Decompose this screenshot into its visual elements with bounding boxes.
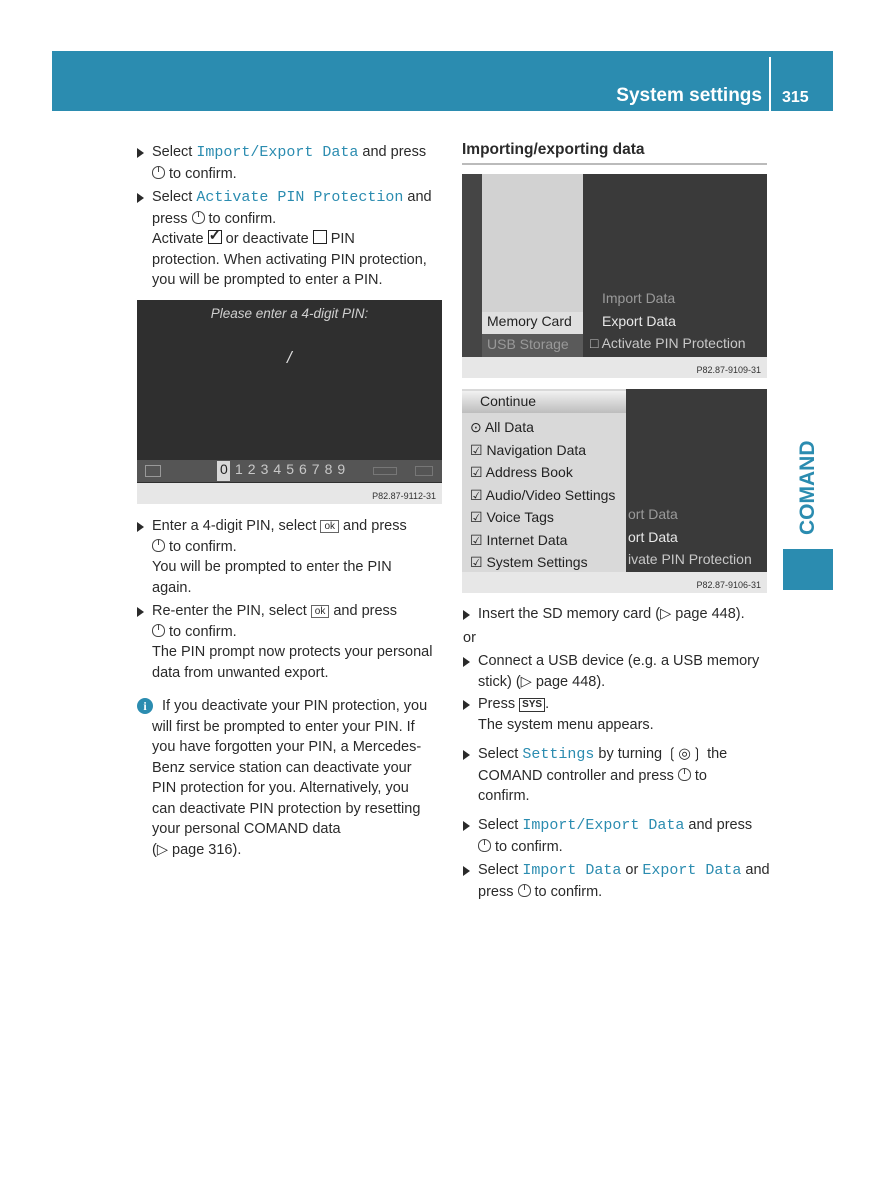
subsection-heading: Importing/exporting data <box>462 141 767 165</box>
right-step-6: Select Import Data or Export Data and press to confirm. <box>463 860 773 902</box>
checkbox-checked-icon <box>208 230 222 244</box>
option-export-data: Export Data <box>602 313 676 329</box>
pin-prompt: Please enter a 4-digit PIN: <box>210 306 369 321</box>
digit-bar <box>137 460 442 482</box>
left-step-4: Re-enter the PIN, select ok and press to confirm. The PIN prompt now protects your personal data from unwanted export. <box>137 601 447 683</box>
bullet-arrow-icon <box>463 866 470 876</box>
controller-press-icon <box>518 884 531 897</box>
bullet-arrow-icon <box>463 610 470 620</box>
digit-list: 123456789 <box>235 461 351 477</box>
controller-press-icon <box>152 166 165 179</box>
left-step-3: Enter a 4-digit PIN, select ok and press to confirm. You will be prompted to enter the PIN again. <box>137 516 447 598</box>
screenshot-data-selection <box>462 389 767 593</box>
bullet-arrow-icon <box>463 657 470 667</box>
bullet-arrow-icon <box>137 193 144 203</box>
controller-press-icon <box>192 211 205 224</box>
data-item-system-settings: ☑ System Settings <box>470 554 588 570</box>
info-icon: i <box>137 698 153 714</box>
menu-icon <box>145 465 161 477</box>
right-step-1: Insert the SD memory card (▷ page 448). <box>463 604 773 625</box>
right-step-3: Press SYS . The system menu appears. <box>463 694 773 735</box>
left-step-1: Select Import/Export Data and press to confirm. <box>137 142 442 184</box>
right-step-2: Connect a USB device (e.g. a USB memory stick) (▷ page 448). <box>463 651 773 692</box>
left-step-2: Select Activate PIN Protection and press to confirm. Activate ✓ or deactivate PIN protection. When activating PIN protection, you will be prompted to enter a PIN. <box>137 187 447 291</box>
controller-press-icon <box>152 539 165 552</box>
screenshot-pin-entry <box>137 300 442 504</box>
or-separator: or <box>463 630 476 646</box>
bullet-arrow-icon <box>463 700 470 710</box>
bullet-arrow-icon <box>463 821 470 831</box>
section-title: System settings <box>616 85 762 106</box>
storage-item-usb: USB Storage <box>487 336 569 352</box>
chapter-tab-label: COMAND <box>796 440 819 535</box>
menu-item-import-export: Import/Export Data <box>522 817 685 834</box>
image-code: P82.87-9106-31 <box>696 580 761 590</box>
image-code: P82.87-9112-31 <box>372 491 436 501</box>
delete-icon <box>415 466 433 476</box>
partial-import-data: ort Data <box>628 506 678 522</box>
page-number: 315 <box>782 89 809 106</box>
controller-press-icon <box>678 768 691 781</box>
data-category-list <box>470 416 615 574</box>
chapter-tab-marker <box>783 549 833 590</box>
option-import-data: Import Data <box>602 290 676 306</box>
continue-button: Continue <box>480 393 537 409</box>
controller-press-icon <box>478 839 491 852</box>
left-strip <box>462 174 482 357</box>
ok-key-icon: ok <box>320 520 339 533</box>
bullet-arrow-icon <box>137 522 144 532</box>
data-item-voice-tags: ☑ Voice Tags <box>470 509 554 525</box>
header-divider <box>769 57 771 111</box>
image-code: P82.87-9109-31 <box>696 365 761 375</box>
space-icon <box>373 467 397 475</box>
header-band <box>52 51 833 111</box>
bullet-arrow-icon <box>463 750 470 760</box>
partial-activate-pin: ivate PIN Protection <box>628 551 752 567</box>
pin-cursor: / <box>287 348 292 367</box>
ok-key-icon: ok <box>311 605 330 618</box>
data-item-internet: ☑ Internet Data <box>470 531 568 548</box>
bullet-arrow-icon <box>137 148 144 158</box>
data-item-address-book: ☑ Address Book <box>470 464 573 480</box>
option-activate-pin: □ Activate PIN Protection <box>590 335 746 351</box>
checkbox-empty-icon <box>313 230 327 244</box>
menu-item-settings: Settings <box>522 746 595 763</box>
data-item-all: ⊙ All Data <box>470 419 534 435</box>
bullet-arrow-icon <box>137 607 144 617</box>
data-item-audio-video: ☑ Audio/Video Settings <box>470 486 616 503</box>
menu-item-export-data: Export Data <box>642 862 742 879</box>
turn-controller-icon: ❲◎❳ <box>666 746 704 762</box>
sys-key-icon: SYS <box>519 698 545 712</box>
right-step-4: Select Settings by turning ❲◎❳ the COMAND controller and press to confirm. <box>463 744 773 807</box>
data-item-navigation: ☑ Navigation Data <box>470 441 587 458</box>
menu-item-activate-pin: Activate PIN Protection <box>196 189 404 206</box>
storage-item-memory-card: Memory Card <box>487 313 572 329</box>
info-note: i If you deactivate your PIN protection, you will first be prompted to enter your PIN. If you have forgotten your PIN, a Mercedes- Benz service station can deactivate your PIN protection for you. Alternatively, you can deactivate PIN protection by resetting your personal COMAND data (▷ page 316). <box>137 696 447 860</box>
controller-press-icon <box>152 624 165 637</box>
partial-export-data: ort Data <box>628 529 678 545</box>
right-step-5: Select Import/Export Data and press to confirm. <box>463 815 773 857</box>
menu-item-import-export: Import/Export Data <box>196 144 359 161</box>
screenshot-storage-menu <box>462 174 767 378</box>
digit-0: 0 <box>220 461 228 477</box>
menu-item-import-data: Import Data <box>522 862 622 879</box>
